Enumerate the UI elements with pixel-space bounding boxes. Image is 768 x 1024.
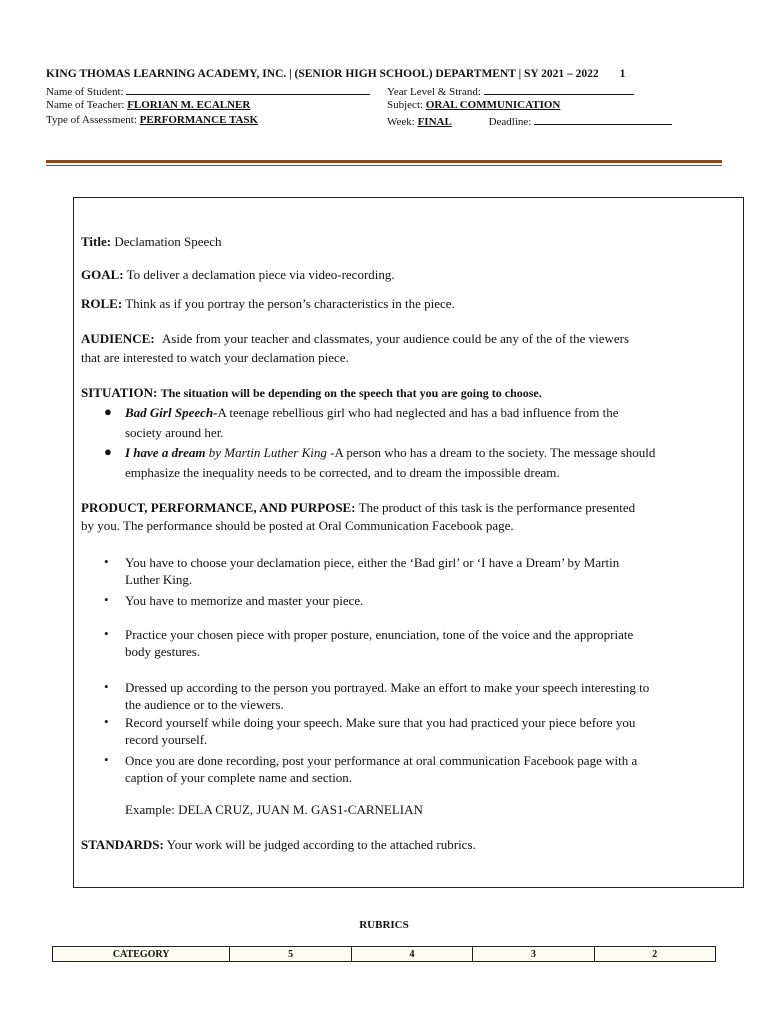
req-item-3-line-2: body gestures. — [125, 644, 201, 659]
audience-line-2: that are interested to watch your declamation piece. — [81, 350, 349, 365]
speech1-bullet: ● — [104, 404, 112, 419]
product-line-2: by you. The performance should be posted at Oral Communication Facebook page. — [81, 518, 514, 533]
page-number: 1 — [619, 68, 626, 80]
req-item-5-line-2: record yourself. — [125, 732, 208, 747]
assessment-value: PERFORMANCE TASK — [139, 114, 259, 126]
title-line — [81, 233, 731, 250]
student-name-row — [46, 84, 370, 99]
year-level-label: Year Level & Strand: — [387, 86, 481, 98]
week-value: FINAL — [417, 116, 452, 128]
req-bullet-1: • — [104, 554, 109, 569]
student-name-label: Name of Student: — [46, 86, 124, 98]
req-item-6-line-1: Once you are done recording, post your performance at oral communication Facebook page with a — [125, 753, 638, 768]
deadline-label: Deadline: — [488, 116, 532, 128]
speech1-line — [125, 404, 619, 421]
rubrics-header-category: CATEGORY — [53, 947, 230, 962]
title-label: Title: — [81, 234, 112, 249]
req-bullet-6: • — [104, 752, 109, 767]
speech1-title: Bad Girl Speech- — [125, 405, 218, 420]
subject-row — [387, 99, 560, 112]
rubrics-header-5: 5 — [230, 947, 351, 962]
assessment-label: Type of Assessment: — [46, 114, 137, 126]
req-item-6-line-2: caption of your complete name and section. — [125, 770, 353, 785]
req-item-1-line-2: Luther King. — [125, 572, 193, 587]
role-text: Think as if you portray the person’s characteristics in the piece. — [125, 296, 455, 311]
req-bullet-3: • — [104, 626, 109, 641]
week-label: Week: — [387, 116, 415, 128]
req-item-3-line-1: Practice your chosen piece with proper posture, enunciation, tone of the voice and the appropriate — [125, 627, 634, 642]
req-item-1-line-1: You have to choose your declamation piece, either the ‘Bad girl’ or ‘I have a Dream’ by Martin — [125, 555, 620, 570]
speech2-line — [125, 444, 655, 461]
situation-text: The situation will be depending on the speech that you are going to choose. — [160, 386, 542, 400]
teacher-row — [46, 99, 250, 112]
week-row — [387, 114, 672, 129]
title-value: Declamation Speech — [114, 234, 222, 249]
rubrics-header-row — [53, 947, 716, 962]
speech2-title: I have a dream — [125, 445, 206, 460]
example-caption: Example: DELA CRUZ, JUAN M. GAS1-CARNELIAN — [125, 802, 423, 817]
year-level-row — [387, 84, 634, 99]
teacher-label: Name of Teacher: — [46, 99, 125, 111]
speech2-bullet: ● — [104, 444, 112, 459]
goal-line — [81, 266, 731, 283]
rubrics-header-4: 4 — [351, 947, 472, 962]
audience-text-1: Aside from your teacher and classmates, your audience could be any of the of the viewers — [161, 331, 630, 346]
product-line — [81, 499, 731, 516]
year-level-field[interactable] — [484, 84, 634, 95]
role-line — [81, 295, 731, 312]
school-header-text: KING THOMAS LEARNING ACADEMY, INC. | (SENIOR HIGH SCHOOL) DEPARTMENT | SY 2021 – 2022 — [46, 68, 599, 80]
speech2-author: by Martin Luther King — [208, 445, 327, 460]
deadline-field[interactable] — [534, 114, 672, 125]
header-divider-thick — [46, 160, 722, 163]
rubrics-title: RUBRICS — [359, 919, 409, 931]
rubrics-header-3: 3 — [473, 947, 594, 962]
teacher-value: FLORIAN M. ECALNER — [127, 99, 251, 111]
situation-label: SITUATION: — [81, 385, 158, 400]
speech1-text-2: society around her. — [125, 425, 224, 440]
req-item-4-line-1: Dressed up according to the person you portrayed. Make an effort to make your speech interesting to — [125, 680, 650, 695]
product-text-1: The product of this task is the performance presented — [358, 500, 636, 515]
product-label: PRODUCT, PERFORMANCE, AND PURPOSE: — [81, 500, 356, 515]
speech2-text-2: emphasize the inequality needs to be corrected, and to dream the impossible dream. — [125, 465, 560, 480]
assessment-row — [46, 114, 258, 127]
standards-label: STANDARDS: — [81, 837, 164, 852]
student-name-field[interactable] — [126, 84, 370, 95]
rubrics-table — [52, 946, 716, 962]
situation-line — [81, 384, 731, 402]
goal-text: To deliver a declamation piece via video-recording. — [126, 267, 395, 282]
audience-label: AUDIENCE: — [81, 331, 155, 346]
rubrics-header-2: 2 — [594, 947, 715, 962]
audience-line — [81, 330, 731, 347]
header-divider-thin — [46, 165, 722, 166]
standards-text: Your work will be judged according to the attached rubrics. — [166, 837, 476, 852]
req-item-4-line-2: the audience or to the viewers. — [125, 697, 284, 712]
req-bullet-2: • — [104, 592, 109, 607]
goal-label: GOAL: — [81, 267, 124, 282]
school-header — [46, 68, 625, 81]
role-label: ROLE: — [81, 296, 123, 311]
req-item-5-line-1: Record yourself while doing your speech. Make sure that you had practiced your piece before you — [125, 715, 636, 730]
req-bullet-4: • — [104, 679, 109, 694]
req-item-2-line-1: You have to memorize and master your piece. — [125, 593, 364, 608]
subject-value: ORAL COMMUNICATION — [425, 99, 561, 111]
subject-label: Subject: — [387, 99, 424, 111]
standards-line — [81, 836, 731, 853]
speech1-text-1: A teenage rebellious girl who had neglected and has a bad influence from the — [217, 405, 619, 420]
speech2-text-1: -A person who has a dream to the society. The message should — [330, 445, 656, 460]
req-bullet-5: • — [104, 714, 109, 729]
